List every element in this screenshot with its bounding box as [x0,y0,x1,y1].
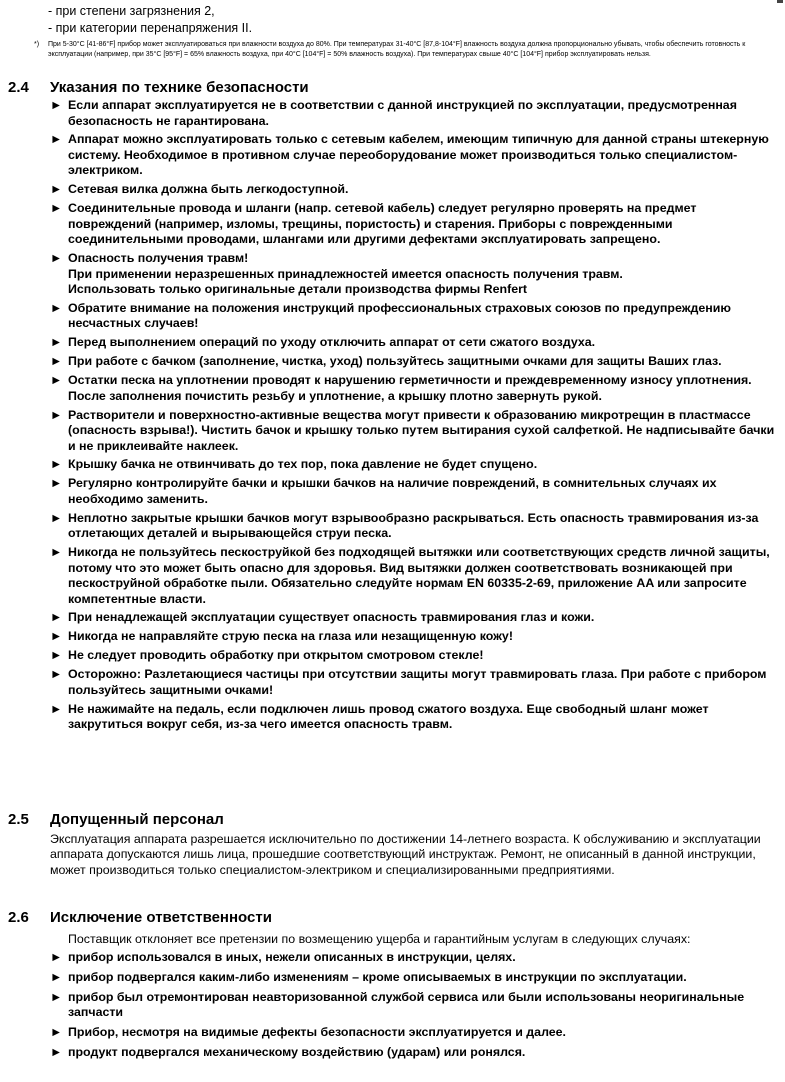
safety-item: ► При работе с бачком (заполнение, чистка, уход) пользуйтесь защитными очками для защиты Ваших глаз. [50,354,722,369]
pollution-degree-line: - при степени загрязнения 2, [48,4,215,18]
safety-item: ► Перед выполнением операций по уходу отключить аппарат от сети сжатого воздуха. [50,335,596,350]
humidity-footnote [34,40,769,59]
section-2-4-title: Указания по технике безопасности [50,79,309,96]
bullet-arrow-icon: ► [50,510,63,525]
safety-item: ► При ненадлежащей эксплуатации существует опасность травмирования глаз и кожи. [50,610,595,625]
section-2-5-number: 2.5 [8,811,29,828]
bullet-arrow-icon: ► [50,610,63,625]
bullet-arrow-icon: ► [50,701,63,716]
liability-item: ► Прибор, несмотря на видимые дефекты безопасности эксплуатируется и далее. [50,1025,566,1040]
liability-item: ► продукт подвергался механическому воздействию (ударам) или ронялся. [50,1045,526,1060]
bullet-arrow-icon: ► [50,300,63,315]
section-2-4-number: 2.4 [8,79,29,96]
bullet-arrow-icon: ► [50,98,63,112]
bullet-arrow-icon: ► [50,969,63,984]
safety-item: ► Крышку бачка не отвинчивать до тех пор, пока давление не будет спущено. [50,457,538,472]
liability-intro: Поставщик отклоняет все претензии по возмещению ущерба и гарантийным услугам в следующих случаях: [68,932,691,946]
safety-item: ► Никогда не направляйте струю песка на глаза или незащищенную кожу! [50,629,513,644]
safety-instructions-list [50,98,775,736]
overvoltage-category-line: - при категории перенапряжения II. [48,21,253,35]
safety-item: ► Не нажимайте на педаль, если подключен лишь провод сжатого воздуха. Еще свободный шланг может закрутиться вокруг себя, из-за чего имеется опасность травм. [50,701,709,732]
safety-item: ► Не следует проводить обработку при открытом смотровом стекле! [50,648,484,663]
bullet-arrow-icon: ► [50,950,63,964]
bullet-arrow-icon: ► [50,667,63,682]
bullet-arrow-icon: ► [50,373,63,388]
bullet-arrow-icon: ► [50,407,63,422]
safety-item: ► Регулярно контролируйте бачки и крышки бачков на наличие повреждений, в сомнительных случаях их необходимо заменить. [50,476,717,506]
section-2-5-title: Допущенный персонал [50,811,224,828]
bullet-arrow-icon: ► [50,648,63,663]
bullet-arrow-icon: ► [50,251,63,266]
authorized-personnel-text: Эксплуатация аппарата разрешается исключительно по достижении 14-летнего возраста. К обслуживанию и эксплуатации аппарата допускаются лишь лица, прошедшие соответствующий инструктаж. Ремонт, не описанный в данной инструкции, может производиться только специалистом-электриком и специализированными предприятиями. [50,832,761,877]
safety-item: ► Опасность получения травм! При применении неразрешенных принадлежностей имеется опасность получения травм. Использовать только оригинальные детали производства фирмы Renfert [50,251,623,297]
liability-exclusions-list [50,950,775,1065]
liability-item: ► прибор подвергался каким-либо изменениям – кроме описываемых в инструкции по эксплуатации. [50,969,687,984]
bullet-arrow-icon: ► [50,354,63,369]
footnote-mark: *) [34,41,40,48]
bullet-arrow-icon: ► [50,545,63,560]
bullet-arrow-icon: ► [50,457,63,472]
bullet-arrow-icon: ► [50,629,63,644]
bullet-arrow-icon: ► [50,476,63,491]
bullet-arrow-icon: ► [50,335,63,350]
footnote-text: При 5-30°C [41-86°F] прибор может эксплуатироваться при влажности воздуха до 80%. При температурах 31-40°C [87,8-104°F] влажность воздуха должна пропорционально убывать, чтобы обеспечить готовность к эксплуатации (например, при 35°C [95°F] = 65% влажность воздуха, при 40°C [104°F] = 50% влажность воздуха). При температурах свыше 40°C [104°F] прибор эксплуатировать нельзя. [48,41,746,58]
bullet-arrow-icon: ► [50,182,63,197]
bullet-arrow-icon: ► [50,132,63,147]
safety-item: ► Соединительные провода и шланги (напр. сетевой кабель) следует регулярно проверять на предмет повреждений (например, изломы, трещины, пористость) и старения. Приборы с поврежденными соединительными проводами, шлангами или другими дефектами эксплуатировать запрещено. [50,201,697,247]
safety-item: ► Аппарат можно эксплуатировать только с сетевым кабелем, имеющим типичную для данной страны штекерную систему. Необходимое в противном случае переоборудование может производиться только специалистом-электриком. [50,132,769,178]
liability-item: ► прибор использовался в иных, нежели описанных в инструкции, целях. [50,950,516,964]
safety-item: ► Обратите внимание на положения инструкций профессиональных страховых союзов по предупреждению несчастных случаев! [50,300,731,331]
safety-item: ► Остатки песка на уплотнении проводят к нарушению герметичности и преждевременному износу уплотнения. После заполнения почистить резьбу и уплотнение, а крышку плотно завернуть рукой. [50,373,752,403]
bullet-arrow-icon: ► [50,201,63,216]
bullet-arrow-icon: ► [50,989,63,1004]
section-2-6-title: Исключение ответственности [50,909,272,926]
safety-item: ► Никогда не пользуйтесь пескоструйкой без подходящей вытяжки или соответствующих средств личной защиты, потому что это может быть опасно для здоровья. Вид вытяжки должен соответствовать возникающей при пескоструйной обработке пыли. Обязательно следуйте нормам EN 60335-2-69, приложение AA или запросите компетентные власти. [50,545,770,606]
section-2-6-number: 2.6 [8,909,29,926]
bullet-arrow-icon: ► [50,1025,63,1040]
safety-item: ► Неплотно закрытые крышки бачков могут взрывообразно раскрываться. Есть опасность травмирования из-за отлетающих деталей и вырывающейся струи песка. [50,510,759,541]
safety-item: ► Сетевая вилка должна быть легкодоступной. [50,182,349,197]
safety-item: ► Осторожно: Разлетающиеся частицы при отсутствии защиты могут травмировать глаза. При работе с прибором пользуйтесь защитными очками! [50,667,767,697]
safety-item: ► Растворители и поверхностно-активные вещества могут привести к образованию микротрещин в пластмассе (опасность взрыва!). Чистить бачок и крышку только путем вытирания сухой салфеткой. Не надписывайте бачки и не приклеивайте наклеек. [50,407,775,453]
safety-item: ► Если аппарат эксплуатируется не в соответствии с данной инструкцией по эксплуатации, предусмотренная безопасность не гарантирована. [50,98,737,128]
page-corner-mark [777,0,783,3]
bullet-arrow-icon: ► [50,1045,63,1060]
liability-item: ► прибор был отремонтирован неавторизованной службой сервиса или были использованы неоригинальные запчасти [50,989,745,1020]
